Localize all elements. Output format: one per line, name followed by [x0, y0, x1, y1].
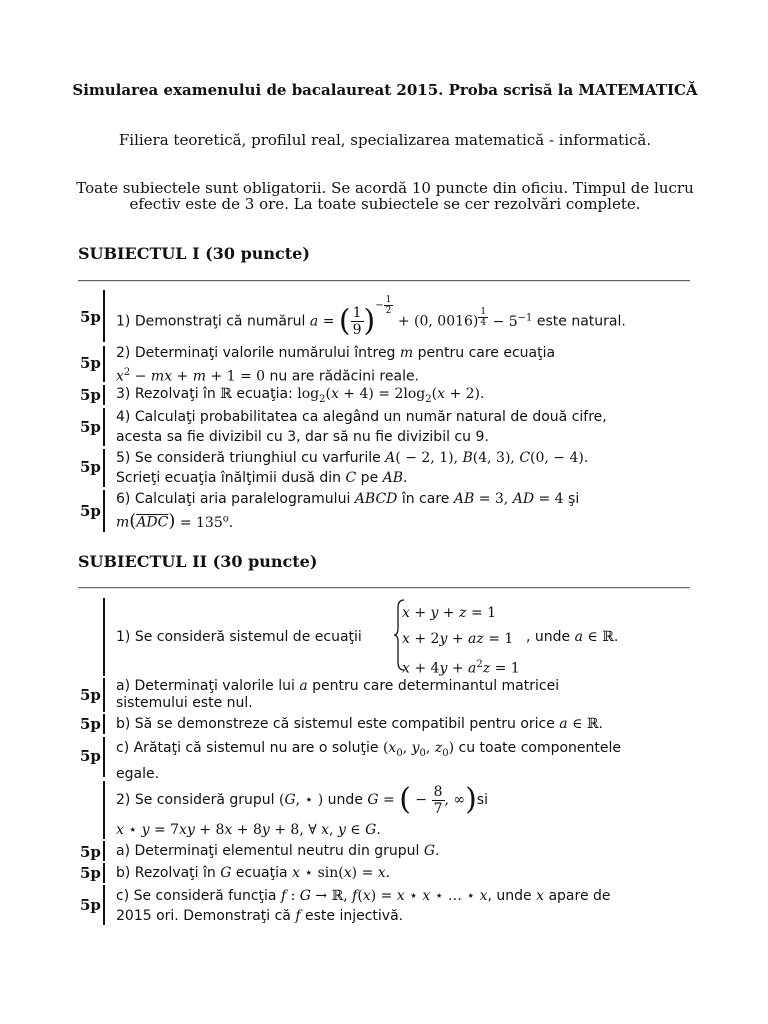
problem-2-2a: a) Determinaţi elementul neutru din grupul G.	[116, 843, 440, 859]
problem-2-1b: b) Să se demonstreze că sistemul este compatibil pentru orice a ∈ ℝ.	[116, 716, 604, 732]
item-bar	[103, 490, 105, 532]
problem-1-4: 4) Calculaţi probabilitatea ca alegând un număr natural de două cifre, acesta sa fie divizibil cu 3, dar să nu fie divizibil cu 9.	[116, 409, 607, 445]
points-label: 5p	[80, 308, 101, 326]
problem-2-2b: b) Rezolvaţi în G ecuaţia x ⋆ sin(x) = x.	[116, 865, 391, 881]
problem-2-1a: a) Determinaţi valorile lui a pentru care determinantul matricei sistemului este nul.	[116, 678, 560, 711]
problem-1-5: 5) Se consideră triunghiul cu varfurile A( − 2, 1), B(4, 3), C(0, − 4). Scrieţi ecuaţia înălţimii dusă din C pe AB.	[116, 450, 589, 486]
points-label: 5p	[80, 386, 101, 404]
item-bar	[103, 863, 105, 883]
instructions: Toate subiectele sunt obligatorii. Se acordă 10 puncte din oficiu. Timpul de lucru efectiv este de 3 ore. La toate subiectele se cer rezolvări complete.	[76, 179, 694, 213]
problem-2-2-intro: 2) Se consideră grupul (G, ⋆ ) unde G = ( − $\frac{8}{7}$ , ∞)si	[116, 782, 488, 817]
item-bar	[103, 714, 105, 734]
problem-2-1c: c) Arătaţi că sistemul nu are o soluţie ($x_0$, $y_0$, $z_0$) cu toate componentele egale.	[116, 740, 622, 782]
track-line: Filiera teoretică, profilul real, specializarea matematică - informatică.	[118, 131, 652, 149]
item-bar	[103, 346, 105, 382]
points-label: 5p	[80, 896, 101, 914]
group-law: x ⋆ y = 7xy + 8x + 8y + 8, ∀ x, y ∈ G.	[116, 822, 381, 838]
item-bar	[103, 781, 105, 839]
points-label: 5p	[80, 502, 101, 520]
system-domain: , unde a ∈ ℝ.	[526, 629, 619, 645]
item-bar	[103, 408, 105, 446]
item-bar	[103, 737, 105, 777]
item-bar	[103, 449, 105, 487]
points-label: 5p	[80, 843, 101, 861]
item-bar	[103, 598, 105, 676]
points-label: 5p	[80, 354, 101, 372]
points-label: 5p	[80, 686, 101, 704]
item-bar	[103, 841, 105, 861]
item-bar	[103, 885, 105, 925]
points-label: 5p	[80, 747, 101, 765]
points-label: 5p	[80, 418, 101, 436]
problem-1-3: 3) Rezolvaţi în ℝ ecuaţia: $\log_2(x + 4) = 2\log_2(x + 2)$.	[116, 386, 485, 405]
divider	[78, 587, 690, 589]
points-label: 5p	[80, 715, 101, 733]
points-label: 5p	[80, 458, 101, 476]
problem-2-2c: c) Se consideră funcţia f : G → ℝ, f(x) = x ⋆ x ⋆ … ⋆ x, unde x apare de 2015 ori. Demonstraţi că f este injectivă.	[116, 888, 611, 924]
system-equations: x + y + z = 1 x + 2y + az = 1 $x + 4y + a^2z = 1$	[402, 605, 520, 677]
points-label: 5p	[80, 864, 101, 882]
problem-1-2: 2) Determinaţi valorile numărului întreg m pentru care ecuaţia $x^2$ − mx + m + 1 = 0 nu are rădăcini reale.	[116, 345, 556, 385]
document-title: Simularea examenului de bacalaureat 2015. Proba scrisă la MATEMATICĂ	[72, 81, 698, 99]
item-bar	[103, 678, 105, 712]
problem-2-1-intro: 1) Se consideră sistemul de ecuaţii	[116, 629, 362, 645]
divider	[78, 280, 690, 282]
problem-1-1: 1) Demonstraţi că numărul a = ( $\frac{1}{9}$ )$^{- \frac{1}{2}}$ + (0, 0016) $^{\frac{1}{4}}$ − $5^{-1}$ este natural.	[116, 295, 626, 339]
problem-1-6: 6) Calculaţi aria paralelogramului ABCD în care AB = 3, AD = 4 şi $m(\overline{ADC}) = 135^o$.	[116, 491, 580, 532]
item-bar	[103, 290, 105, 342]
item-bar	[103, 385, 105, 405]
subject-2-heading: SUBIECTUL II (30 puncte)	[78, 552, 318, 571]
subject-1-heading: SUBIECTUL I (30 puncte)	[78, 244, 310, 263]
